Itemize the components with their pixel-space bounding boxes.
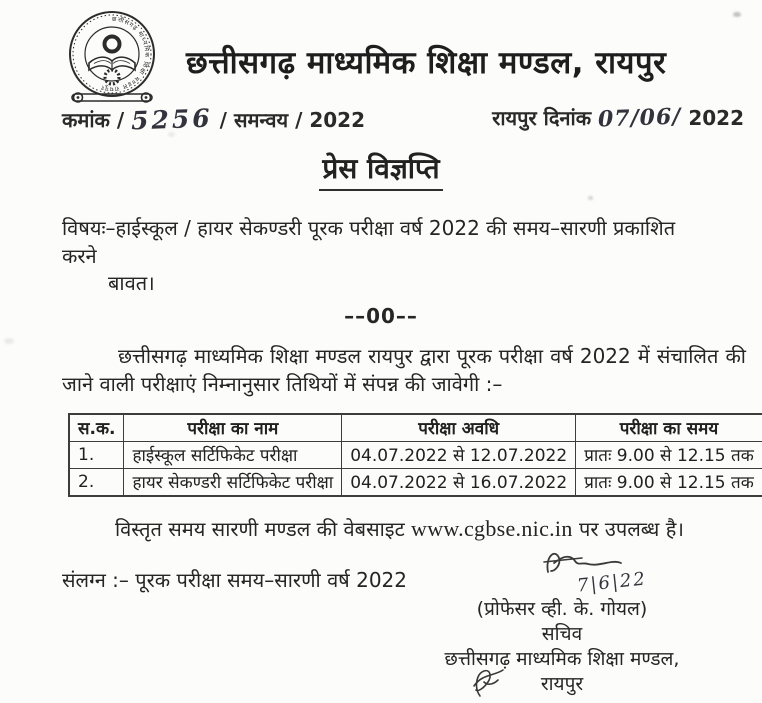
cell-serial: 2. [69, 468, 124, 496]
signatory-designation: सचिव [541, 622, 583, 645]
subject-line1: विषयः–हाईस्कूल / हायर सेकण्डरी पूरक परीक्षा वर्ष 2022 की समय–सारणी प्रकाशित करने [62, 216, 676, 268]
signatory-place: रायपुर [540, 672, 584, 695]
ref-number-prefix: कमांक / [62, 108, 125, 132]
website-suffix: पर उपलब्ध है। [572, 516, 684, 541]
initial-flourish-icon [470, 666, 506, 700]
reference-number [62, 103, 366, 136]
ref-number-handwritten: 5256 [130, 103, 214, 136]
header-serial: स.क. [69, 414, 124, 442]
reference-row [0, 103, 762, 136]
signature-date-handwritten: 7|6|22 [576, 568, 648, 597]
cell-exam-name: हाईस्कूल सर्टिफिकेट परीक्षा [124, 441, 342, 468]
cell-exam-time: प्रातः 9.00 से 12.15 तक [576, 468, 762, 496]
cell-exam-name: हायर सेकण्डरी सर्टिफिकेट परीक्षा [124, 468, 342, 496]
press-release-title-text: प्रेस विज्ञप्ति [319, 152, 442, 191]
cell-exam-time: प्रातः 9.00 से 12.15 तक [576, 441, 762, 468]
header-exam-name: परीक्षा का नाम [124, 414, 342, 442]
scan-artifact [733, 12, 741, 17]
place-date [492, 104, 744, 133]
signatory-organization: छत्तीसगढ़ माध्यमिक शिक्षा मण्डल, [444, 647, 680, 670]
website-url: www.cgbse.nic.in [411, 515, 573, 541]
header-exam-time: परीक्षा का समय [576, 414, 762, 442]
subject-block [62, 215, 704, 298]
signatory-place-line [412, 672, 712, 697]
signature-block [412, 545, 712, 697]
header-exam-period: परीक्षा अवधि [342, 414, 576, 442]
date-year: 2022 [688, 106, 744, 130]
document-header [0, 0, 762, 104]
cell-serial: 1. [69, 441, 124, 468]
scan-artifact [588, 196, 593, 200]
body-paragraph: छत्तीसगढ़ माध्यमिक शिक्षा मण्डल रायपुर द्वारा पूरक परीक्षा वर्ष 2022 में संचालित की जाने वाली परीक्षाएं निम्नानुसार तिथियों में संपन्न की जावेगी :– [62, 343, 746, 397]
table-header-row [69, 414, 762, 442]
date-handwritten: 07/06/ [597, 103, 682, 133]
seal-ring-text: छत्तीसगढ़ माध्यमिक शिक्षा मण्डल रायपुर [99, 15, 151, 93]
exam-schedule-table [68, 413, 762, 497]
website-line [115, 515, 762, 542]
scan-artifact [4, 338, 14, 344]
press-release-title [0, 149, 762, 187]
board-seal-icon [56, 6, 168, 104]
place-date-label: रायपुर दिनांक [492, 106, 599, 130]
enclosure-line: संलग्न :– पूरक परीक्षा समय–सारणी वर्ष 2022 [62, 567, 408, 592]
cell-exam-period: 04.07.2022 से 12.07.2022 [342, 441, 576, 468]
scan-artifact [168, 132, 175, 137]
table-row [69, 441, 762, 468]
subject-line2: बावत। [108, 271, 155, 296]
website-prefix: विस्तृत समय सारणी मण्डल की वेबसाइट [115, 516, 412, 541]
table-row [69, 468, 762, 496]
section-divider: ––00–– [344, 303, 418, 328]
ref-number-suffix: / समन्वय / 2022 [219, 108, 366, 132]
organization-title: छत्तीसगढ़ माध्यमिक शिक्षा मण्डल, रायपुर [186, 45, 667, 81]
signatory-name: (प्रोफेसर व्ही. के. गोयल) [476, 597, 648, 620]
cell-exam-period: 04.07.2022 से 16.07.2022 [342, 468, 576, 496]
